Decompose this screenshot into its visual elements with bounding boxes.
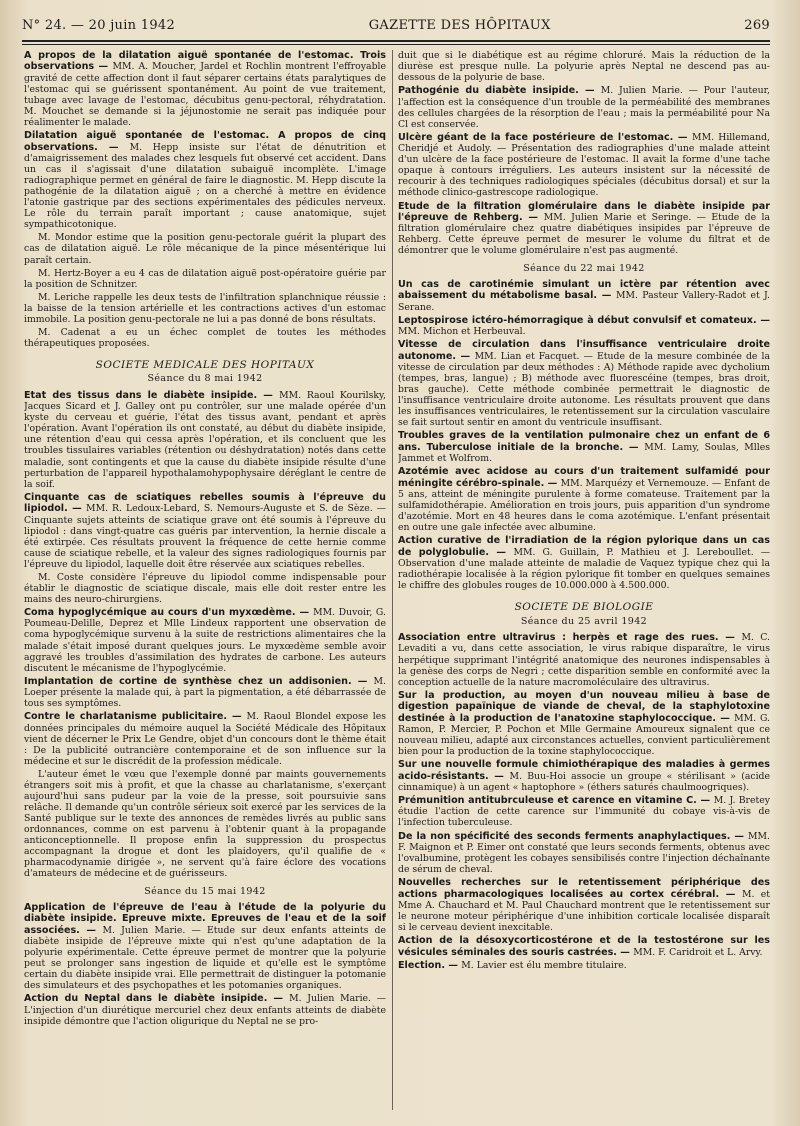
article-body: MM. Michon et Herbeuval. [398, 326, 526, 338]
article-paragraph [398, 877, 770, 933]
page-number: 269 [744, 18, 770, 33]
article-body: M. et Mme A. Chauchard et M. Paul Chauchard montrent que le retentissement sur le neurone moteur périphérique d'une inhibition corticale localisée disparaît si le cerveau devient inexcitable. [398, 888, 770, 934]
section-title: SOCIETE MEDICALE DES HOPITAUX [95, 359, 315, 371]
discussion-paragraph: M. Leriche rappelle les deux tests de l'infiltration splanchnique réussie : la baisse de la tension artérielle et les contractions actives d'un estomac immobile. La position genu-pectorale ne lui a pas donné de bons résultats. [24, 291, 386, 325]
article-paragraph [24, 390, 386, 490]
article-body: MM. G. Guillain, P. Mathieu et J. Lereboullet. — Observation d'une malade atteinte de maladie de Vaquez typique chez qui la radiothérapie localisée à la région pylorique fit tomber en quelques semaines le chiffre des globules rouges de 10.000.000 à 4.500.000. [398, 546, 770, 592]
article-heading: Sur une nouvelle formule chimiothérapique des maladies à germes acido-résistants. — [398, 759, 770, 782]
discussion-paragraph: L'auteur émet le vœu que l'exemple donné par maints gouvernements étrangers soit mis à profit, et que la chasse au charlatanisme, s'exerçant aujourd'hui sans pudeur par la voie de la presse, soit poursuivie sans relâche. Il demande qu'un contrôle sérieux soit exercé par les services de la Santé publique sur le texte des annonces de remèdes livrés au public sans ordonnances, comme on est parvenu à l'obtenir quant à la propagande anticonceptionnelle. Il propose enfin la suppression du prospectus accompagnant la drogue et dont les plaidoyers, qu'il qualifie de « pharmacodynamie dirigée », ne servent qu'à faire éclore des vocations d'amateurs de médecine et de guérisseurs. [24, 768, 386, 880]
article-paragraph [398, 535, 770, 591]
article-paragraph [398, 339, 770, 428]
article-paragraph [24, 711, 386, 767]
running-header [22, 18, 770, 40]
article-body: MM. Julien Marie et Seringe. — Etude de la filtration glomérulaire chez quatre diabétiques insipides par l'épreuve de Rehberg. Cette épreuve permet de mesurer le volume du filtrat et de démontrer que le volume glomérulaire n'est pas augmenté. [398, 211, 770, 257]
article-heading: Coma hypoglycémique au cours d'un myxœdème. — [24, 607, 310, 618]
article-heading: Ulcère géant de la face postérieure de l'estomac. — [398, 131, 688, 143]
article-paragraph [398, 632, 770, 688]
article-paragraph [398, 960, 770, 971]
article-body: MM. F. Maignon et P. Eimer ont constaté que leurs seconds ferments, obtenus avec l'ovalbumine, protègent les cobayes sensibilisés contre l'injection déchaînante de sérum de cheval. [398, 830, 770, 876]
article-heading: Application de l'épreuve de l'eau à l'étude de la polyurie du diabète insipide. Epreuve mixte. Epreuves de l'eau et de la soif associées. — [24, 901, 386, 936]
article-paragraph [24, 50, 386, 128]
article-heading: Implantation de cortine de synthèse chez un addisonien. — [24, 675, 368, 687]
article-paragraph [24, 993, 386, 1027]
article-heading: Etat des tissus dans le diabète insipide. — [24, 389, 273, 401]
article-paragraph [398, 795, 770, 829]
article-body: MM. Lamy, Soulas, Mlles Jammet et Wolfrom. [398, 441, 770, 465]
article-body: M. Julien Marie. — Etude sur deux enfants atteints de diabète insipide de l'épreuve mixte qui n'est qu'une adaptation de la polyurie expérimentale. Cette épreuve permet de montrer que la polyurie peut se prolonger sans ingestion de liquide et qu'elle est le symptôme certain du diabète insipide vrai. Elle permettrait de distinguer la potomanie des simulateurs et des psychopathes et les potomanies organiques. [24, 924, 386, 992]
session-date: Séance du 25 avril 1942 [520, 615, 648, 627]
article-paragraph [398, 690, 770, 757]
article-body: M. Julien Marie. — L'injection d'un diurétique mercuriel chez deux enfants atteints de diabète insipide démontre que l'action oligurique du Neptal ne se pro- [24, 993, 386, 1027]
journal-title: GAZETTE DES HÔPITAUX [368, 18, 551, 33]
article-body: MM. F. Caridroit et L. Arvy. [633, 946, 763, 958]
article-heading: Association entre ultravirus : herpès et rage des rues. — [398, 632, 735, 644]
article-body: M. Raoul Blondel expose les données principales du mémoire auquel la Société Médicale des Hôpitaux vient de décerner le Prix Le Gendre, objet d'un concours dont le thème était : De la publicité outrancière contemporaine et de son influence sur la médecine et sur le discrédit de la profession médicale. [24, 711, 386, 767]
article-heading: Un cas de carotinémie simulant un ictère par rétention avec abaissement du métabolisme basal. — [398, 278, 770, 302]
header-rule-thick [22, 40, 770, 42]
article-heading: Dilatation aiguë spontanée de l'estomac. A propos de cinq observations. — [24, 130, 386, 153]
article-paragraph [398, 132, 770, 199]
article-heading: Action curative de l'irradiation de la région pylorique dans un cas de polyglobulie. — [398, 535, 770, 558]
article-paragraph [24, 902, 386, 992]
article-heading: Leptospirose ictéro-hémorragique à début convulsif et comateux. — [398, 314, 770, 326]
discussion-paragraph: M. Coste considère l'épreuve du lipiodol comme indispensable pour établir le diagnostic de sciatique discale, mais elle doit rester entre les mains des neuro-chirurgiens. [24, 571, 386, 605]
column-divider [392, 50, 393, 1110]
article-paragraph [398, 935, 770, 958]
session-date: Séance du 22 mai 1942 [523, 262, 645, 274]
article-heading: A propos de la dilatation aiguë spontanée de l'estomac. Trois observations — [24, 50, 386, 73]
article-body: MM. Pasteur Vallery-Radot et J. Serane. [398, 290, 770, 313]
article-body: MM. Raoul Kourilsky, Jacques Sicard et J. Galley ont pu contrôler, sur une malade opérée d'un kyste du cerveau et guérie, l'état des tissus avant, pendant et après l'opération. Avant l'opération ils ont constaté, au début du diabète insipide, une rétention d'eau qui cessa après l'opération, et ils concluent que les troubles tissulaires variables (rétention ou déshydratation) notés dans cette maladie, sont contingents et que la cause du diabète insipide résulte d'une perturbation de l'appareil hypothalamohypophysaire déréglant le centre de la soif. [24, 389, 386, 490]
article-body: MM. Duvoir, G. Poumeau-Delille, Deprez et Mlle Lindeux rapportent une observation de coma hypoglycémique survenu à la suite de restrictions alimentaires che la malade s'était imposé durant quelques jours. Le myxœdème semble avoir aggravé les troubles d'assimilation des hydrates de carbone. Les auteurs discutent le mécanisme de l'hypoglycémie. [24, 607, 386, 674]
article-body: M. Buu-Hoi associe un groupe « stérilisant » (acide cinnamique) à un agent « haptophore » (éthers saturés chaulmoogriques). [398, 770, 770, 793]
article-paragraph [398, 279, 770, 313]
article-body: M. Julien Marie. — Pour l'auteur, l'affection est la conséquence d'un trouble de la perméabilité des membranes des cellules chargées de la résorption de l'eau ; mais la perméabilité pour Na Cl est conservée. [398, 85, 770, 130]
article-paragraph [24, 607, 386, 674]
discussion-paragraph: M. Hertz-Boyer a eu 4 cas de dilatation aiguë post-opératoire guérie par la position de Schnitzer. [24, 267, 386, 290]
article-body: MM. G. Ramon, P. Mercier, P. Pochon et Mlle Germaine Amoureux signalent que ce nouveau milieu, adapté aux circonstances actuelles, convient particulièrement bien pour la production de la toxine staphylococcique. [398, 712, 770, 758]
article-body: M. C. Levaditi a vu, dans cette association, le virus rabique disparaître, le virus herpétique supprimant l'intégrité anatomique des neurones indispensables à la genèse des corps de Negri ; cette disparition semble en conformité avec la conception actuelle de la nature macromoléculaire des ultravirus. [398, 632, 770, 688]
article-heading: Cinquante cas de sciatiques rebelles soumis à l'épreuve du lipiodol. — [24, 491, 386, 515]
article-paragraph [398, 466, 770, 533]
article-paragraph [24, 130, 386, 230]
article-body: M. Hepp insiste sur l'état de dénutrition et d'amaigrissement des malades chez lesquels fut observé cet accident. Dans un cas il s'agissait d'une dilatation subaiguë incomplète. L'image radiographique permet en général de faire le diagnostic. M. Hepp discute la pathogénie de la dilatation aiguë ; on a cherché à mettre en évidence l'atonie gastrique par des sections expérimentales des pédicules nerveux. Le rôle du terrain paraît important ; cause anatomique, sujet sympathicotonique. [24, 141, 386, 231]
article-paragraph [24, 676, 386, 710]
article-body: MM. A. Moucher, Jardel et Rochlin montrent l'effroyable gravité de cette affection dont il faut séparer certains états paralytiques de l'estomac qui se guérissent spontanément. Au point de vue traitement, tubage avec lavage de l'estomac, décubitus genu-pectoral, réhydratation. M. Mouchet se demande si la jéjunostomie ne serait pas indiquée pour réalimenter le malade. [24, 61, 386, 129]
article-paragraph [398, 831, 770, 876]
article-heading: Azotémie avec acidose au cours d'un traitement sulfamidé pour méningite cérébro-spinale. — [398, 466, 770, 489]
issue-number: N° 24. — 20 juin 1942 [22, 18, 176, 33]
article-body: M. J. Bretey étudie l'action de cette carence sur l'immunité du cobaye vis-à-vis de l'infection tuberculeuse. [398, 794, 770, 829]
session-date: Séance du 15 mai 1942 [144, 885, 266, 897]
article-heading: Nouvelles recherches sur le retentissement périphérique des actions pharmacologiques localisées au cortex cérébral. — [398, 877, 770, 900]
article-paragraph [398, 759, 770, 793]
article-paragraph [398, 430, 770, 464]
left-column [24, 50, 386, 1120]
discussion-paragraph: M. Cadenat a eu un échec complet de toutes les méthodes thérapeutiques proposées. [24, 326, 386, 349]
session-date: Séance du 8 mai 1942 [147, 373, 263, 385]
continued-paragraph: duit que si le diabétique est au régime chloruré. Mais la réduction de la diurèse est presque nulle. La polyurie après Neptal ne descend pas au-dessous de la polyurie de base. [398, 50, 770, 84]
article-heading: Election. — [398, 959, 458, 971]
article-heading: Sur la production, au moyen d'un nouveau milieu à base de digestion papaïnique de viande de cheval, de la staphylotoxine destinée à la production de l'anatoxine staphylococcique. — [398, 689, 770, 724]
article-body: MM. Marquézy et Vernemouze. — Enfant de 5 ans, atteint de méningite purulente à forme comateuse. Traitement par la sulfamidothérapie. Amélioration en trois jours, puis apparition d'un syndrome d'azotémie. Mort en 48 heures dans le coma azotémique. L'enfant présentait en outre une gale infectée avec albumine. [398, 477, 770, 534]
article-heading: De la non spécificité des seconds ferments anaphylactiques. — [398, 830, 744, 842]
article-paragraph [24, 492, 386, 570]
article-paragraph [398, 85, 770, 130]
article-heading: Troubles graves de la ventilation pulmonaire chez un enfant de 6 ans. Tuberculose initiale de la bronche. — [398, 430, 770, 453]
article-body: MM. Hillemand, Cheridjé et Audoly. — Présentation des radiographies d'une malade atteint d'un ulcère de la face postérieure de l'estomac. Il avait la forme d'une tache opaque à contours irréguliers. Les auteurs insistent sur la nécessité de recourir à des techniques radiologiques spéciales (décubitus dorsal) et sur la méthode clinico-gastrescope radiologique. [398, 131, 770, 199]
article-heading: Action de la désoxycorticostérone et de la testostérone sur les vésicules séminales des souris castrées. — [398, 935, 770, 958]
article-heading: Prémunition antitubrculeuse et carence en vitamine C. — [398, 794, 711, 806]
article-heading: Pathogénie du diabète insipide. — [398, 85, 595, 97]
article-paragraph [398, 315, 770, 337]
section-title: SOCIETE DE BIOLOGIE [514, 601, 654, 614]
article-body: MM. R. Ledoux-Lebard, S. Nemours-Auguste et S. de Sèze. — Cinquante sujets atteints de sciatique grave ont été soumis à l'épreuve du lipiodol : dans vingt-quatre cas guéris par intervention, la hernie discale a été extirpée. Ces résultats prouvent la fréquence de cette hernie comme cause de sciatique rebelle, et la valeur des signes radiologiques fournis par l'épreuve du lipiodol, laquelle doit être réservée aux sciatiques rebelles. [24, 503, 386, 570]
article-body: M. Lavier est élu membre titulaire. [461, 959, 627, 971]
article-heading: Etude de la filtration glomérulaire dans le diabète insipide par l'épreuve de Rehberg. — [398, 200, 770, 223]
article-heading: Contre le charlatanisme publicitaire. — [24, 711, 242, 723]
header-rule-thin [22, 44, 770, 45]
article-heading: Action du Neptal dans le diabète insipide. — [24, 993, 283, 1005]
article-body: M. Loeper présente la malade qui, à part la pigmentation, a été débarrassée de tous ses symptômes. [24, 675, 386, 710]
discussion-paragraph: M. Mondor estime que la position genu-pectorale guérit la plupart des cas de dilatation aiguë. Le rôle mécanique de la pince mésentérique lui paraît certain. [24, 232, 386, 266]
article-paragraph [398, 201, 770, 257]
article-body: MM. Lian et Facquet. — Etude de la mesure combinée de la vitesse de circulation par deux méthodes : A) Méthode rapide avec dycholium (tempes, bras, langue) ; B) méthode avec fluorescéine (tempes, bras droit, bras gauche). Cette méthode combinée permettrait le diagnostic de l'insuffisance ventriculaire droite autonome. Les résultats prouvent que dans les insuffisances ventriculaires, le retentissement sur la circulation vasculaire se fait surtout sentir en amont du ventricule insuffisant. [398, 350, 770, 429]
article-heading: Vitesse de circulation dans l'insuffisance ventriculaire droite autonome. — [398, 339, 770, 362]
right-column [398, 50, 770, 1120]
